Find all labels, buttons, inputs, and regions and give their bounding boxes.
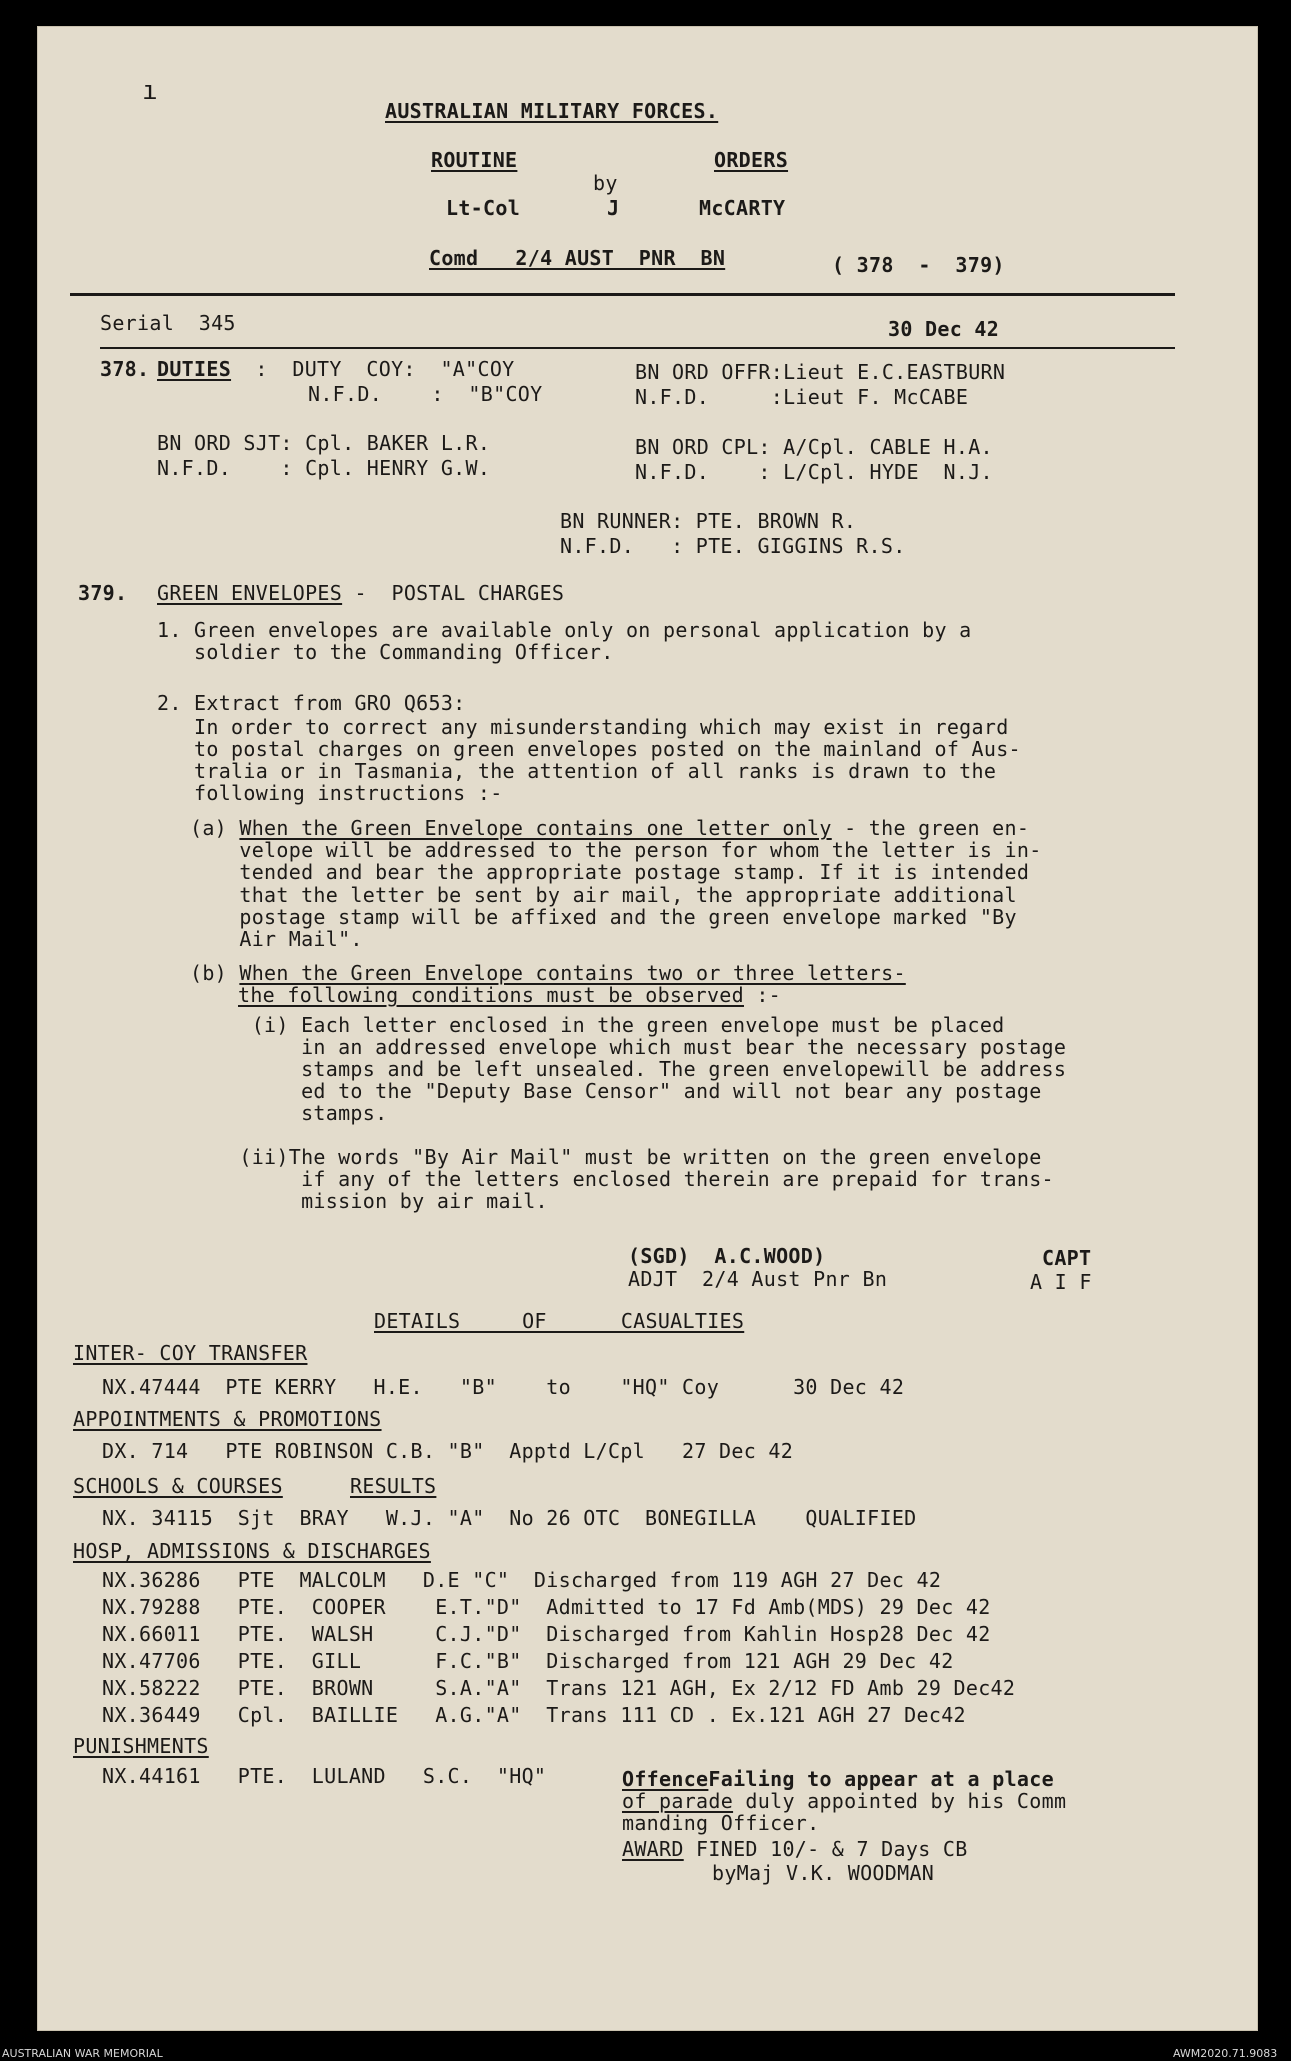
clause-a-rest: - the green en- xyxy=(831,816,1030,840)
header-routine: ROUTINE xyxy=(431,148,518,172)
schools-heading: SCHOOLS & COURSES xyxy=(73,1474,283,1498)
header-rule xyxy=(70,293,1175,296)
schools-entry: NX. 34115 Sjt BRAY W.J. "A" No 26 OTC BONEGILLA QUALIFIED xyxy=(102,1506,917,1530)
signature-sgd: (SGD) A.C.WOOD) xyxy=(628,1244,826,1268)
punishments-heading: PUNISHMENTS xyxy=(73,1734,209,1758)
inter-coy-heading: INTER- COY TRANSFER xyxy=(73,1341,308,1365)
clause-b-lead: (b) xyxy=(190,961,240,985)
order-379-title-rest: - POSTAL CHARGES xyxy=(342,581,565,605)
header-initial: J xyxy=(607,196,620,220)
order-379-title xyxy=(157,582,564,604)
inter-coy-entry: NX.47444 PTE KERRY H.E. "B" to "HQ" Coy 30 Dec 42 xyxy=(102,1375,905,1399)
bn-ord-cpl: BN ORD CPL: A/Cpl. CABLE H.A. xyxy=(635,435,993,459)
clause-i-line-2: in an addressed envelope which must bear the necessary postage xyxy=(190,1035,1067,1059)
punishment-awarded-by: byMaj V.K. WOODMAN xyxy=(712,1861,935,1885)
order-378-title: DUTIES xyxy=(157,357,232,381)
order-378-number: 378. xyxy=(100,357,150,381)
footer-accession: AWM2020.71.9083 xyxy=(1173,2047,1278,2060)
clause-ii-line-3: mission by air mail. xyxy=(190,1189,548,1213)
serial-rule xyxy=(100,347,1175,349)
clause-a-line-4: that the letter be sent by air mail, the appropriate additional xyxy=(190,883,1017,907)
para-2-line-1: 2. Extract from GRO Q653: xyxy=(157,691,466,715)
duty-coy-nfd: N.F.D. : "B"COY xyxy=(308,382,543,406)
header-unit: Comd 2/4 AUST PNR BN xyxy=(429,246,726,270)
punishment-member: NX.44161 PTE. LULAND S.C. "HQ" xyxy=(102,1764,547,1788)
header-by: by xyxy=(593,171,618,195)
order-379-title-main: GREEN ENVELOPES xyxy=(157,581,343,605)
clause-a-line-6: Air Mail". xyxy=(190,927,363,951)
bn-ord-offr-nfd: N.F.D. :Lieut F. McCABE xyxy=(635,385,969,409)
para-1-line-1: 1. Green envelopes are available only on personal application by a xyxy=(157,618,972,642)
clause-a-line-5: postage stamp will be affixed and the green envelope marked "By xyxy=(190,905,1017,929)
hosp-row: NX.36449 Cpl. BAILLIE A.G."A" Trans 111 CD . Ex.121 AGH 27 Dec42 xyxy=(102,1703,966,1727)
header-commander: McCARTY xyxy=(699,196,786,220)
offence-underlined: of parade xyxy=(622,1789,734,1813)
offence-label: Offence xyxy=(622,1767,709,1791)
hosp-row: NX.58222 PTE. BROWN S.A."A" Trans 121 AGH, Ex 2/12 FD Amb 29 Dec42 xyxy=(102,1676,1016,1700)
casualties-heading: DETAILS OF CASUALTIES xyxy=(374,1309,745,1333)
bn-ord-sjt-nfd: N.F.D. : Cpl. HENRY G.W. xyxy=(157,456,491,480)
signature-appointment: ADJT 2/4 Aust Pnr Bn xyxy=(628,1267,888,1291)
serial-number: Serial 345 xyxy=(100,311,236,335)
appointments-entry: DX. 714 PTE ROBINSON C.B. "B" Apptd L/Cpl 27 Dec 42 xyxy=(102,1439,794,1463)
para-2-line-3: to postal charges on green envelopes posted on the mainland of Aus- xyxy=(157,737,1021,761)
header-title: AUSTRALIAN MILITARY FORCES. xyxy=(385,99,719,123)
para-2-line-4: tralia or in Tasmania, the attention of all ranks is drawn to the xyxy=(157,759,997,783)
footer-credit: AUSTRALIAN WAR MEMORIAL xyxy=(2,2047,163,2060)
para-2-line-5: following instructions :- xyxy=(157,781,503,805)
clause-a-lead: (a) xyxy=(190,816,240,840)
clause-i-line-1: (i) Each letter enclosed in the green envelope must be placed xyxy=(190,1013,1005,1037)
bn-ord-sjt: BN ORD SJT: Cpl. BAKER L.R. xyxy=(157,431,491,455)
appointments-heading: APPOINTMENTS & PROMOTIONS xyxy=(73,1407,382,1431)
pen-mark: ı xyxy=(142,76,158,106)
award-label: AWARD xyxy=(622,1837,684,1861)
clause-i-line-4: ed to the "Deputy Base Censor" and will not bear any postage xyxy=(190,1079,1042,1103)
header-orders: ORDERS xyxy=(714,148,789,172)
clause-ii-line-1: (ii)The words "By Air Mail" must be written on the green envelope xyxy=(190,1145,1042,1169)
hosp-row: NX.79288 PTE. COOPER E.T."D" Admitted to 17 Fd Amb(MDS) 29 Dec 42 xyxy=(102,1595,991,1619)
clause-b-line-1 xyxy=(190,962,906,984)
header-order-range: ( 378 - 379) xyxy=(832,253,1005,277)
punishment-offence-line-1 xyxy=(622,1768,1054,1790)
clause-ii-line-2: if any of the letters enclosed therein are prepaid for trans- xyxy=(190,1167,1054,1191)
para-2-line-2: In order to correct any misunderstanding which may exist in regard xyxy=(157,715,1009,739)
bn-ord-cpl-nfd: N.F.D. : L/Cpl. HYDE N.J. xyxy=(635,460,993,484)
punishment-award xyxy=(622,1838,968,1860)
signature-rank: CAPT xyxy=(1042,1246,1092,1270)
bn-ord-offr: BN ORD OFFR:Lieut E.C.EASTBURN xyxy=(635,360,1006,384)
award-text: FINED 10/- & 7 Days CB xyxy=(683,1837,968,1861)
clause-b-conditions: the following conditions must be observed xyxy=(238,983,744,1007)
clause-a-line-2: velope will be addressed to the person for whom the letter is in- xyxy=(190,838,1042,862)
hosp-row: NX.47706 PTE. GILL F.C."B" Discharged from 121 AGH 29 Dec 42 xyxy=(102,1649,954,1673)
order-379-number: 379. xyxy=(78,581,128,605)
punishment-offence-line-2 xyxy=(622,1790,1066,1812)
signature-force: A I F xyxy=(1030,1270,1092,1294)
results-heading: RESULTS xyxy=(350,1474,437,1498)
duty-coy: : DUTY COY: "A"COY xyxy=(243,357,515,381)
serial-date: 30 Dec 42 xyxy=(888,317,1000,341)
clause-a-line-1 xyxy=(190,817,1029,839)
clause-i-line-5: stamps. xyxy=(190,1101,388,1125)
clause-i-line-3: stamps and be left unsealed. The green envelopewill be address xyxy=(190,1057,1067,1081)
header-ltcol: Lt-Col xyxy=(446,196,521,220)
clause-a-line-3: tended and bear the appropriate postage stamp. If it is intended xyxy=(190,860,1030,884)
clause-b-heading: When the Green Envelope contains two or three letters- xyxy=(239,961,906,985)
clause-b-conditions-rest: :- xyxy=(743,983,782,1007)
clause-a-heading: When the Green Envelope contains one letter only xyxy=(239,816,832,840)
para-1-line-2: soldier to the Commanding Officer. xyxy=(157,640,614,664)
offence-text: Failing to appear at a place xyxy=(708,1767,1054,1791)
hosp-heading: HOSP, ADMISSIONS & DISCHARGES xyxy=(73,1539,431,1563)
hosp-row: NX.66011 PTE. WALSH C.J."D" Discharged from Kahlin Hosp28 Dec 42 xyxy=(102,1622,991,1646)
bn-runner: BN RUNNER: PTE. BROWN R. xyxy=(560,509,857,533)
clause-b-line-2 xyxy=(238,984,781,1006)
offence-rest: duly appointed by his Comm xyxy=(733,1789,1067,1813)
hosp-row: NX.36286 PTE MALCOLM D.E "C" Discharged from 119 AGH 27 Dec 42 xyxy=(102,1568,942,1592)
punishment-offence-line-3: manding Officer. xyxy=(622,1811,820,1835)
bn-runner-nfd: N.F.D. : PTE. GIGGINS R.S. xyxy=(560,534,906,558)
